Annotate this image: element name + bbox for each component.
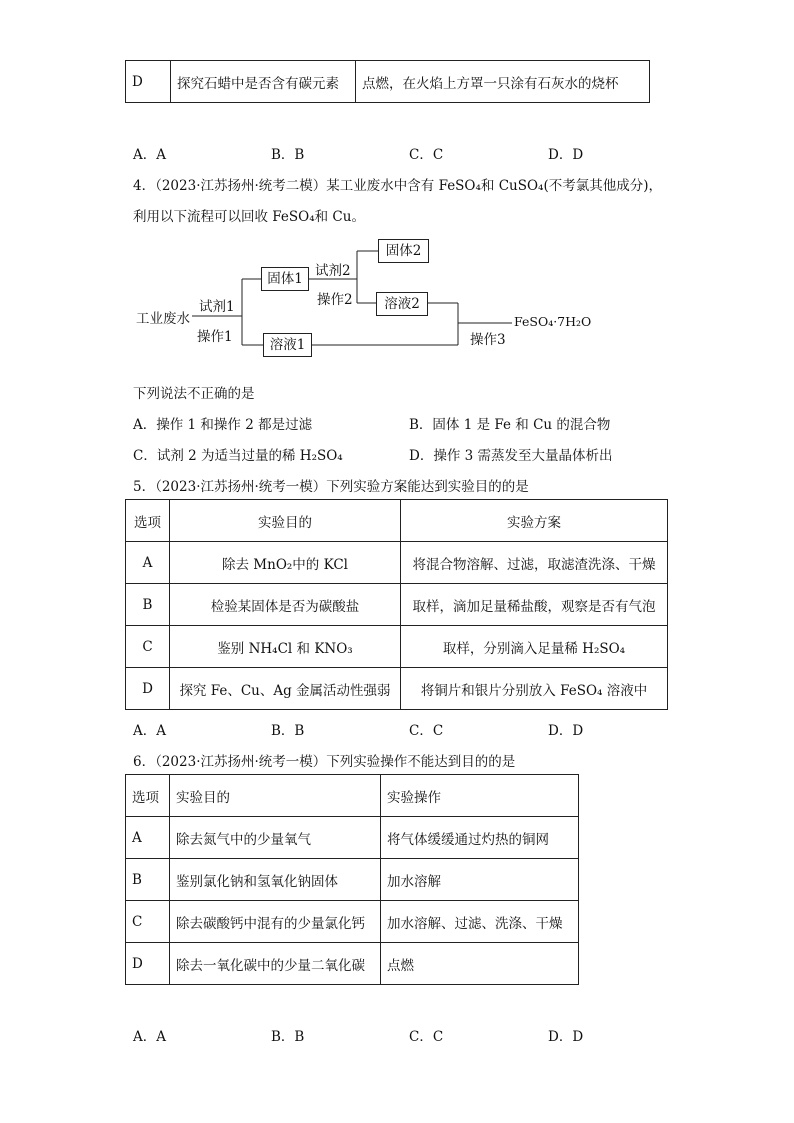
flow-op2: 操作2 [317, 292, 353, 308]
flow-op3: 操作3 [470, 332, 506, 348]
table-cell: 将铜片和银片分别放入 FeSO₄ 溶液中 [401, 668, 668, 710]
q5-header-plan: 实验方案 [401, 500, 668, 542]
table-cell: 除去碳酸钙中混有的少量氯化钙 [170, 901, 381, 943]
table-cell: 鉴别氯化钠和氢氧化钠固体 [170, 859, 381, 901]
table-cell: 除去一氧化碳中的少量二氧化碳 [170, 943, 381, 985]
q6-header-operation: 实验操作 [381, 775, 579, 817]
q4-option-d[interactable]: D．操作 3 需蒸发至大量晶体析出 [409, 448, 613, 464]
flow-solid1: 固体1 [261, 267, 309, 291]
table-cell: A [126, 542, 170, 584]
top-table-cell: D [126, 61, 171, 103]
flow-op1: 操作1 [197, 329, 233, 345]
q5-header-option: 选项 [126, 500, 170, 542]
q6-table [125, 774, 579, 985]
q3-option-c[interactable]: C．C [409, 147, 444, 163]
table-cell: 加水溶解 [381, 859, 579, 901]
flow-solution2: 溶液2 [376, 292, 428, 316]
top-table [125, 60, 650, 103]
q6-option-b[interactable]: B．B [271, 1029, 305, 1045]
table-cell: 探究 Fe、Cu、Ag 金属活动性强弱 [170, 668, 401, 710]
q4-stem-line2: 利用以下流程可以回收 FeSO₄和 Cu。 [133, 209, 365, 225]
table-cell: B [126, 859, 170, 901]
q5-option-c[interactable]: C．C [409, 723, 444, 739]
q3-option-d[interactable]: D．D [548, 147, 584, 163]
table-cell: 点燃 [381, 943, 579, 985]
q5-option-b[interactable]: B．B [271, 723, 305, 739]
table-cell: C [126, 626, 170, 668]
table-cell: B [126, 584, 170, 626]
table-row [126, 943, 579, 985]
q6-option-a[interactable]: A．A [133, 1029, 166, 1045]
q5-option-d[interactable]: D．D [548, 723, 584, 739]
q5-header-goal: 实验目的 [170, 500, 401, 542]
q5-stem: 5．（2023·江苏扬州·统考一模）下列实验方案能达到实验目的的是 [133, 479, 529, 495]
q4-stem-line1: 4．（2023·江苏扬州·统考二模）某工业废水中含有 FeSO₄和 CuSO₄(不考氯其他成分)， [133, 178, 662, 194]
table-row [126, 859, 579, 901]
table-row [126, 542, 668, 584]
table-cell: 鉴别 NH₄Cl 和 KNO₃ [170, 626, 401, 668]
q4-option-b[interactable]: B．固体 1 是 Fe 和 Cu 的混合物 [409, 417, 611, 433]
flow-reagent2: 试剂2 [315, 263, 351, 279]
table-row [126, 901, 579, 943]
table-cell: A [126, 817, 170, 859]
table-row [126, 626, 668, 668]
table-row [126, 817, 579, 859]
q3-option-b[interactable]: B．B [271, 147, 305, 163]
flow-reagent1: 试剂1 [199, 299, 235, 315]
table-row [126, 668, 668, 710]
table-cell: 除去氮气中的少量氧气 [170, 817, 381, 859]
table-cell: 将混合物溶解、过滤，取滤渣洗涤、干燥 [401, 542, 668, 584]
table-cell: D [126, 943, 170, 985]
table-cell: 将气体缓缓通过灼热的铜网 [381, 817, 579, 859]
q4-question: 下列说法不正确的是 [133, 386, 255, 402]
table-cell: D [126, 668, 170, 710]
table-cell: 加水溶解、过滤、洗涤、干燥 [381, 901, 579, 943]
q5-option-a[interactable]: A．A [133, 723, 166, 739]
q6-option-d[interactable]: D．D [548, 1029, 584, 1045]
q4-option-a[interactable]: A．操作 1 和操作 2 都是过滤 [133, 417, 313, 433]
table-cell: 取样，滴加足量稀盐酸，观察是否有气泡 [401, 584, 668, 626]
q6-header-option: 选项 [126, 775, 170, 817]
table-cell: C [126, 901, 170, 943]
flow-solid2: 固体2 [378, 239, 429, 263]
q4-option-c[interactable]: C．试剂 2 为适当过量的稀 H₂SO₄ [133, 448, 343, 464]
q5-table [125, 499, 668, 710]
flow-solution1: 溶液1 [263, 333, 312, 357]
table-cell: 除去 MnO₂中的 KCl [170, 542, 401, 584]
table-cell: 取样，分别滴入足量稀 H₂SO₄ [401, 626, 668, 668]
table-row [126, 584, 668, 626]
flow-start: 工业废水 [136, 311, 190, 327]
q6-option-c[interactable]: C．C [409, 1029, 444, 1045]
top-table-cell: 探究石蜡中是否含有碳元素 [171, 61, 356, 103]
top-table-cell: 点燃，在火焰上方罩一只涂有石灰水的烧杯 [356, 61, 650, 103]
q3-option-a[interactable]: A．A [133, 147, 166, 163]
q6-stem: 6．（2023·江苏扬州·统考一模）下列实验操作不能达到目的的是 [133, 754, 516, 770]
table-cell: 检验某固体是否为碳酸盐 [170, 584, 401, 626]
q6-header-goal: 实验目的 [170, 775, 381, 817]
flow-product: FeSO₄·7H₂O [514, 314, 592, 329]
